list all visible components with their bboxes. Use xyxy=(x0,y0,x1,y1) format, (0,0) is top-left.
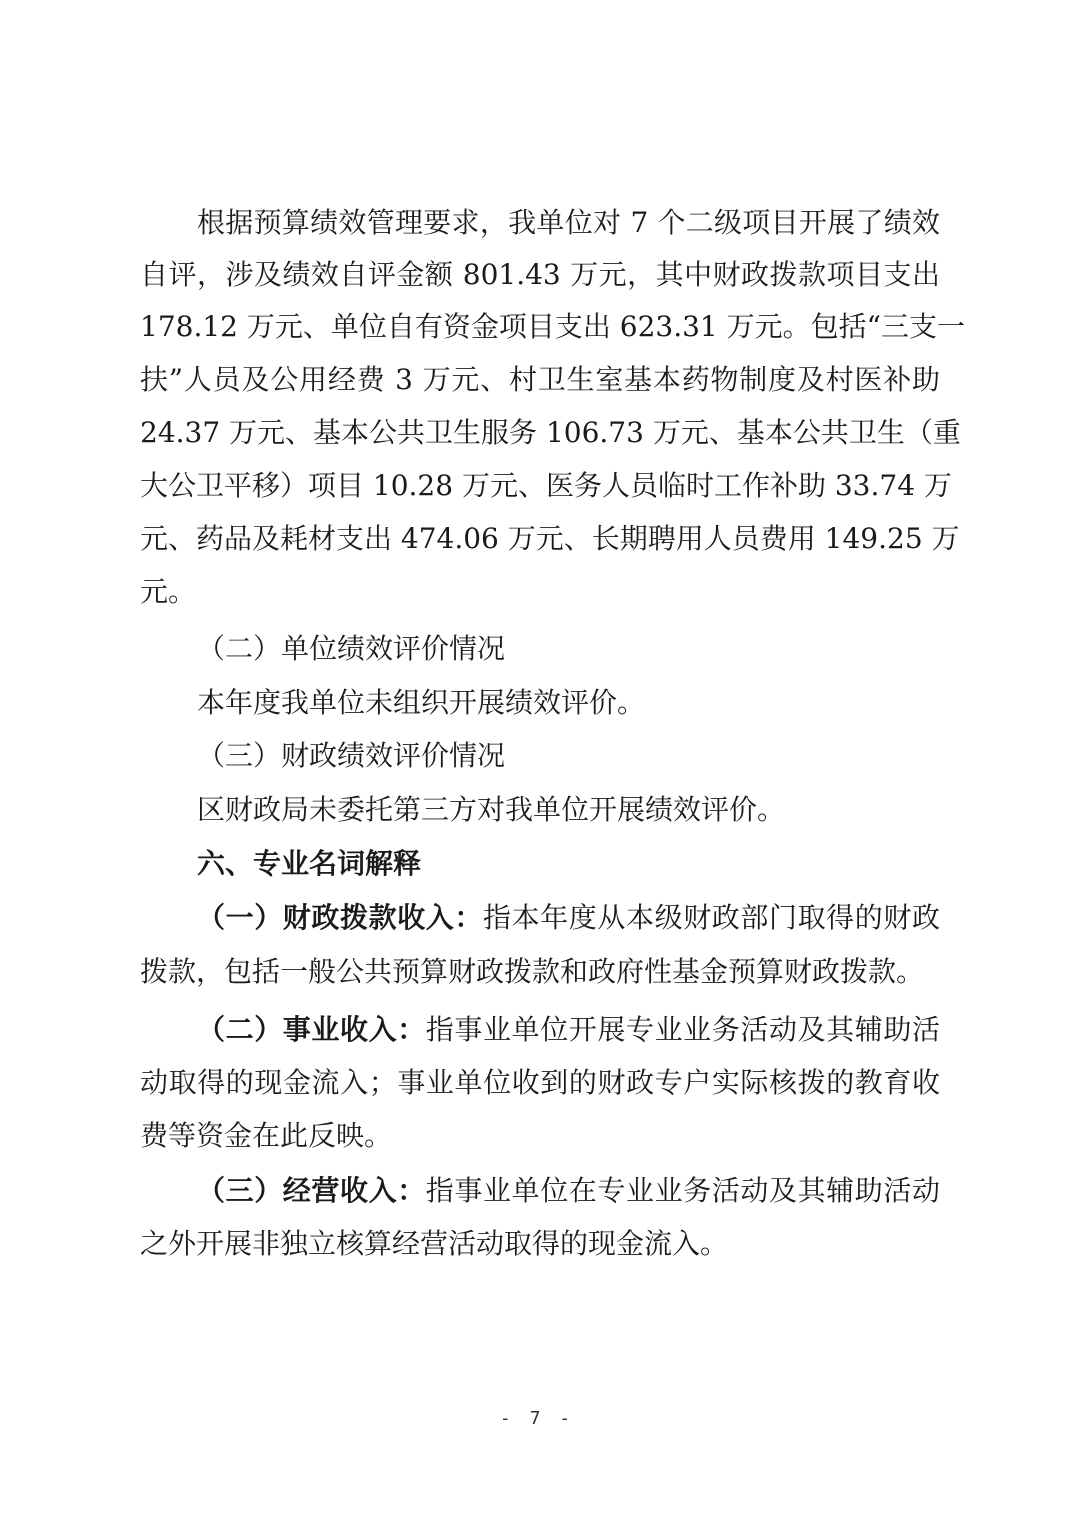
term1-line2: 拨款，包括一般公共预算财政拨款和政府性基金预算财政拨款。 xyxy=(140,955,925,988)
term1-label: （一）财政拨款收入： xyxy=(197,901,483,934)
section3-title: （三）财政绩效评价情况 xyxy=(197,739,506,772)
para1-line5: 24.37 万元、基本公共卫生服务 106.73 万元、基本公共卫生（重 xyxy=(140,416,961,449)
section2-title: （二）单位绩效评价情况 xyxy=(197,632,506,665)
term3-line1 xyxy=(197,1174,940,1208)
term1-line1 xyxy=(197,901,940,935)
term2-label: （二）事业收入： xyxy=(197,1013,426,1046)
section2-text: 本年度我单位未组织开展绩效评价。 xyxy=(197,686,646,719)
para1-line8: 元。 xyxy=(140,575,197,608)
section-heading-6: 六、专业名词解释 xyxy=(197,847,422,880)
term2-line1-text: 指事业单位开展专业业务活动及其辅助活 xyxy=(425,1013,940,1046)
para1-line3: 178.12 万元、单位自有资金项目支出 623.31 万元。包括“三支一 xyxy=(140,310,965,343)
term2-line3: 费等资金在此反映。 xyxy=(140,1119,393,1152)
term2-line1 xyxy=(197,1013,940,1047)
term3-line1-text: 指事业单位在专业业务活动及其辅助活动 xyxy=(425,1174,940,1207)
para1-line6: 大公卫平移）项目 10.28 万元、医务人员临时工作补助 33.74 万 xyxy=(140,469,952,502)
section3-text: 区财政局未委托第三方对我单位开展绩效评价。 xyxy=(197,793,786,826)
term1-line1-text: 指本年度从本级财政部门取得的财政 xyxy=(483,901,940,934)
para1-line4: 扶”人员及公用经费 3 万元、村卫生室基本药物制度及村医补助 xyxy=(140,363,940,396)
para1-line1: 根据预算绩效管理要求，我单位对 7 个二级项目开展了绩效 xyxy=(197,206,940,239)
page-number: - 7 - xyxy=(499,1408,575,1429)
para1-line7: 元、药品及耗材支出 474.06 万元、长期聘用人员费用 149.25 万 xyxy=(140,522,960,555)
term3-label: （三）经营收入： xyxy=(197,1174,426,1207)
para1-line2: 自评，涉及绩效自评金额 801.43 万元，其中财政拨款项目支出 xyxy=(140,258,940,291)
term2-line2: 动取得的现金流入；事业单位收到的财政专户实际核拨的教育收 xyxy=(140,1066,940,1099)
term3-line2: 之外开展非独立核算经营活动取得的现金流入。 xyxy=(140,1227,729,1260)
